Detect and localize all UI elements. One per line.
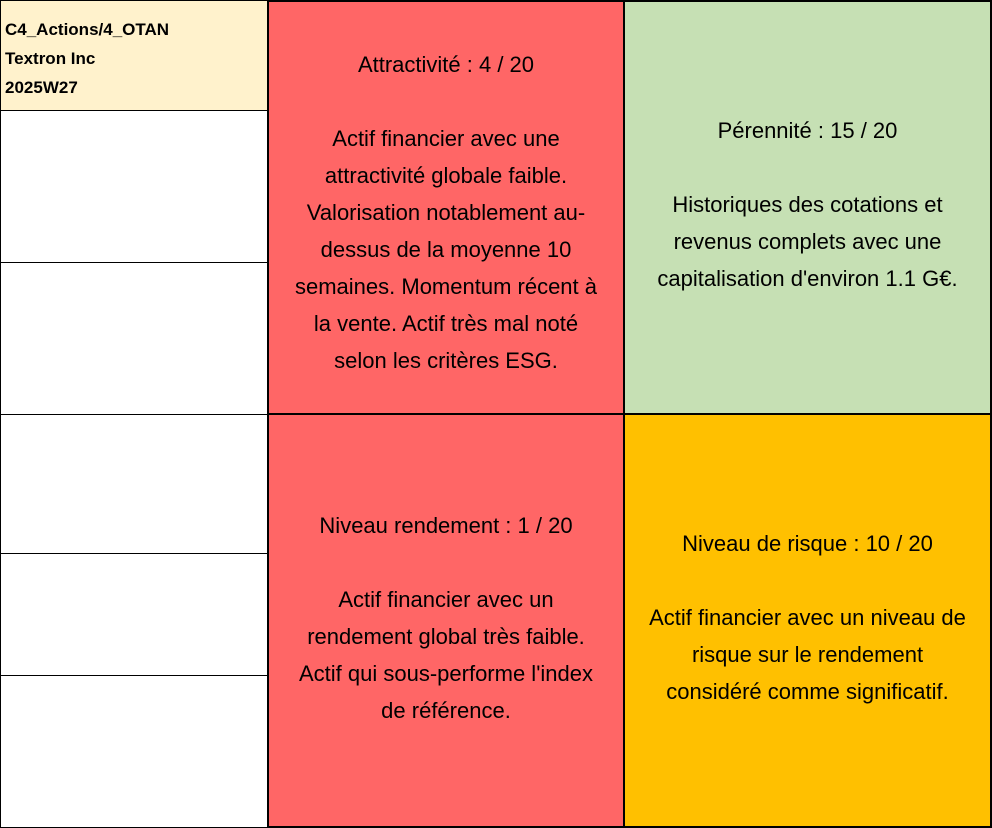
perennite-title: Pérennité : 15 / 20 (717, 118, 898, 143)
sheet-path: C4_Actions/4_OTAN (5, 20, 170, 39)
rendement-title: Niveau rendement : 1 / 20 (319, 512, 573, 538)
attractivite-description: Actif financier avec une attractivité globale faible. Valorisation notablement au- dessus de la moyenne 10 semaines. Momentum récent à la vente. Actif très mal noté selon les critères ESG. (294, 126, 598, 373)
company-name: Textron Inc (5, 49, 96, 68)
empty-cell[interactable] (0, 553, 268, 676)
empty-cell[interactable] (0, 110, 268, 263)
attractivite-title: Attractivité : 4 / 20 (357, 52, 535, 77)
perennite-description: Historiques des cotations et revenus complets avec une capitalisation d'environ 1.1 G€. (657, 192, 958, 291)
rendement-description: Actif financier avec un rendement global très faible. Actif qui sous-performe l'index de référence. (299, 586, 593, 723)
week-label: 2025W27 (5, 78, 78, 97)
empty-cell[interactable] (0, 414, 268, 554)
risque-title: Niveau de risque : 10 / 20 (682, 531, 933, 556)
perennite-card[interactable] (623, 0, 992, 415)
empty-cell[interactable] (0, 675, 268, 828)
risque-card[interactable] (623, 413, 992, 828)
header-cell[interactable] (0, 0, 268, 111)
risque-description: Actif financier avec un niveau de risque sur le rendement considéré comme significatif. (649, 605, 966, 704)
attractivite-card[interactable] (267, 0, 625, 415)
rendement-card[interactable] (267, 413, 625, 828)
empty-cell[interactable] (0, 262, 268, 415)
